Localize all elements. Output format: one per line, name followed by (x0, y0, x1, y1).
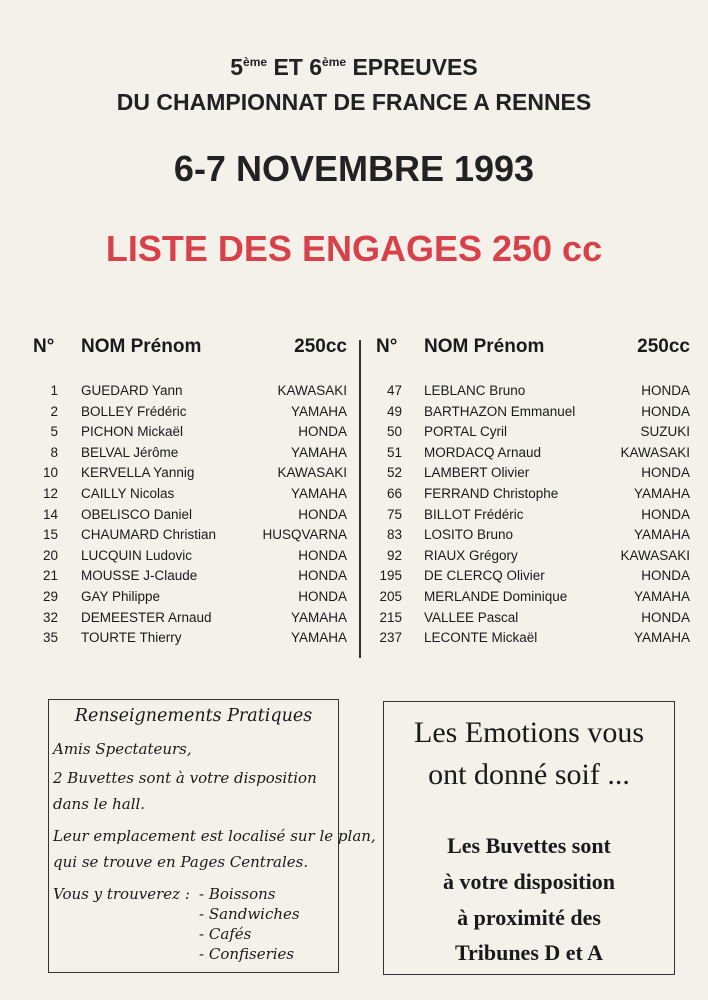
table-row (376, 443, 690, 464)
rider-number: 50 (386, 424, 402, 440)
table-row (33, 566, 347, 587)
column-divider (359, 340, 361, 658)
info-line: dans le hall. (53, 795, 146, 813)
promo-text-line: Tribunes D et A (454, 940, 604, 965)
championship-title: DU CHAMPIONNAT DE FRANCE A RENNES (116, 89, 592, 115)
info-line: Leur emplacement est localisé sur le plan, (53, 827, 376, 845)
rider-number: 51 (386, 444, 402, 460)
rider-name: MERLANDE Dominique (424, 588, 568, 604)
rider-name: LECONTE Mickaël (424, 630, 538, 646)
entry-list-title: LISTE DES ENGAGES 250 cc (105, 228, 603, 269)
rider-name: RIAUX Grégory (424, 547, 518, 563)
refreshments-promo-box (383, 701, 675, 975)
table-row (33, 608, 347, 629)
table-row (376, 628, 690, 649)
practical-info-title: Renseignements Pratiques (74, 706, 313, 726)
rider-number: 47 (386, 383, 402, 398)
rider-name: GUEDARD Yann (81, 383, 183, 398)
table-row (376, 546, 690, 567)
rider-number: 205 (379, 588, 402, 604)
promo-text-line: à proximité des (457, 905, 601, 930)
table-row (33, 402, 347, 423)
info-line: 2 Buvettes sont à votre disposition (53, 769, 317, 787)
col-name-header: NOM Prénom (424, 336, 545, 357)
rider-name: LEBLANC Bruno (424, 383, 526, 398)
motorcycle-make: YAMAHA (290, 444, 347, 460)
motorcycle-make: YAMAHA (633, 485, 690, 501)
col-number-header: N° (33, 336, 55, 357)
table-header (376, 332, 690, 372)
info-list-item: - Boissons (199, 885, 276, 903)
table-row (33, 484, 347, 505)
rider-name: BILLOT Frédéric (424, 506, 524, 522)
rider-name: BELVAL Jérôme (81, 444, 179, 460)
col-class-header: 250cc (637, 336, 690, 357)
motorcycle-make: HONDA (298, 568, 347, 584)
event-date: 6-7 NOVEMBRE 1993 (173, 148, 535, 189)
table-row (376, 566, 690, 587)
motorcycle-make: HONDA (641, 568, 690, 584)
motorcycle-make: HONDA (298, 588, 347, 604)
rider-number: 5 (50, 424, 58, 440)
motorcycle-make: HONDA (298, 424, 347, 440)
promo-text-line: à votre disposition (443, 869, 615, 894)
table-row (33, 422, 347, 443)
rider-number: 21 (42, 568, 58, 584)
rider-name: DEMEESTER Arnaud (81, 609, 212, 625)
rider-name: CHAUMARD Christian (81, 527, 217, 543)
col-class-header: 250cc (294, 336, 347, 357)
table-row (33, 525, 347, 546)
info-list-item: - Sandwiches (199, 905, 300, 923)
motorcycle-make: SUZUKI (640, 424, 690, 440)
rider-name: FERRAND Christophe (424, 485, 559, 501)
rider-name: PORTAL Cyril (424, 424, 508, 440)
motorcycle-make: HUSQVARNA (262, 527, 347, 543)
motorcycle-make: KAWASAKI (620, 444, 690, 460)
rider-name: TOURTE Thierry (81, 630, 182, 646)
info-line: Amis Spectateurs, (53, 740, 192, 758)
rider-name: MOUSSE J-Claude (81, 568, 198, 584)
table-row (33, 463, 347, 484)
motorcycle-make: YAMAHA (290, 630, 347, 646)
table-row (376, 463, 690, 484)
rider-number: 2 (50, 403, 58, 419)
rider-number: 14 (42, 506, 58, 522)
entry-rows (376, 381, 690, 649)
rider-name: BARTHAZON Emmanuel (424, 403, 576, 419)
rider-number: 215 (379, 609, 402, 625)
rider-name: PICHON Mickaël (81, 424, 184, 440)
col-name-header: NOM Prénom (81, 336, 202, 357)
table-row (376, 484, 690, 505)
rider-name: OBELISCO Daniel (81, 506, 193, 522)
col-number-header: N° (376, 336, 398, 357)
table-row (376, 525, 690, 546)
rider-number: 75 (386, 506, 402, 522)
info-list-item: - Cafés (199, 925, 252, 943)
motorcycle-make: HONDA (641, 403, 690, 419)
table-row (33, 546, 347, 567)
rider-number: 195 (379, 568, 402, 584)
entry-table-right (376, 332, 690, 649)
table-row (33, 443, 347, 464)
rider-number: 92 (386, 547, 402, 563)
motorcycle-make: HONDA (641, 465, 690, 481)
rider-name: KERVELLA Yannig (81, 465, 195, 481)
info-list-item: - Confiseries (199, 945, 295, 963)
practical-info-box (48, 699, 376, 973)
motorcycle-make: YAMAHA (633, 588, 690, 604)
info-line: Vous y trouverez : (53, 885, 190, 903)
rider-name: LOSITO Bruno (424, 527, 514, 543)
rider-number: 1 (50, 383, 58, 398)
table-row (376, 422, 690, 443)
rider-number: 35 (42, 630, 58, 646)
rider-number: 15 (42, 527, 58, 543)
rider-name: MORDACQ Arnaud (424, 444, 542, 460)
rider-number: 8 (50, 444, 58, 460)
entry-rows (33, 381, 347, 649)
rider-number: 49 (386, 403, 402, 419)
rider-number: 32 (42, 609, 58, 625)
promo-headline-line: Les Emotions vous (414, 716, 644, 749)
table-row (33, 628, 347, 649)
motorcycle-make: YAMAHA (290, 609, 347, 625)
table-row (376, 608, 690, 629)
motorcycle-make: HONDA (641, 506, 690, 522)
rider-number: 12 (42, 485, 58, 501)
table-row (33, 505, 347, 526)
motorcycle-make: HONDA (298, 506, 347, 522)
table-row (33, 587, 347, 608)
motorcycle-make: KAWASAKI (277, 465, 347, 481)
promo-text-line: Les Buvettes sont (447, 833, 611, 858)
info-line: qui se trouve en Pages Centrales. (53, 853, 309, 871)
motorcycle-make: KAWASAKI (277, 383, 347, 398)
table-row (376, 587, 690, 608)
table-header (33, 332, 347, 372)
promo-headline-line: ont donné soif ... (428, 758, 630, 791)
rider-name: GAY Philippe (81, 588, 161, 604)
table-row (376, 381, 690, 402)
motorcycle-make: HONDA (641, 609, 690, 625)
table-row (33, 381, 347, 402)
rider-name: BOLLEY Frédéric (81, 403, 187, 419)
rider-number: 52 (386, 465, 402, 481)
motorcycle-make: YAMAHA (633, 630, 690, 646)
rider-name: CAILLY Nicolas (81, 485, 175, 501)
rider-number: 29 (42, 588, 58, 604)
rider-number: 66 (386, 485, 402, 501)
rider-name: LUCQUIN Ludovic (81, 547, 193, 563)
motorcycle-make: KAWASAKI (620, 547, 690, 563)
rider-number: 83 (386, 527, 402, 543)
motorcycle-make: HONDA (641, 383, 690, 398)
motorcycle-make: YAMAHA (290, 403, 347, 419)
motorcycle-make: HONDA (298, 547, 347, 563)
table-row (376, 505, 690, 526)
motorcycle-make: YAMAHA (633, 527, 690, 543)
table-row (376, 402, 690, 423)
event-rounds-title: 5ème ET 6ème EPREUVES (230, 54, 478, 80)
motorcycle-make: YAMAHA (290, 485, 347, 501)
rider-number: 10 (42, 465, 58, 481)
rider-number: 237 (379, 630, 402, 646)
rider-number: 20 (42, 547, 58, 563)
rider-name: DE CLERCQ Olivier (424, 568, 545, 584)
entry-table-left (33, 332, 347, 649)
rider-name: VALLEE Pascal (424, 609, 519, 625)
rider-name: LAMBERT Olivier (424, 465, 530, 481)
